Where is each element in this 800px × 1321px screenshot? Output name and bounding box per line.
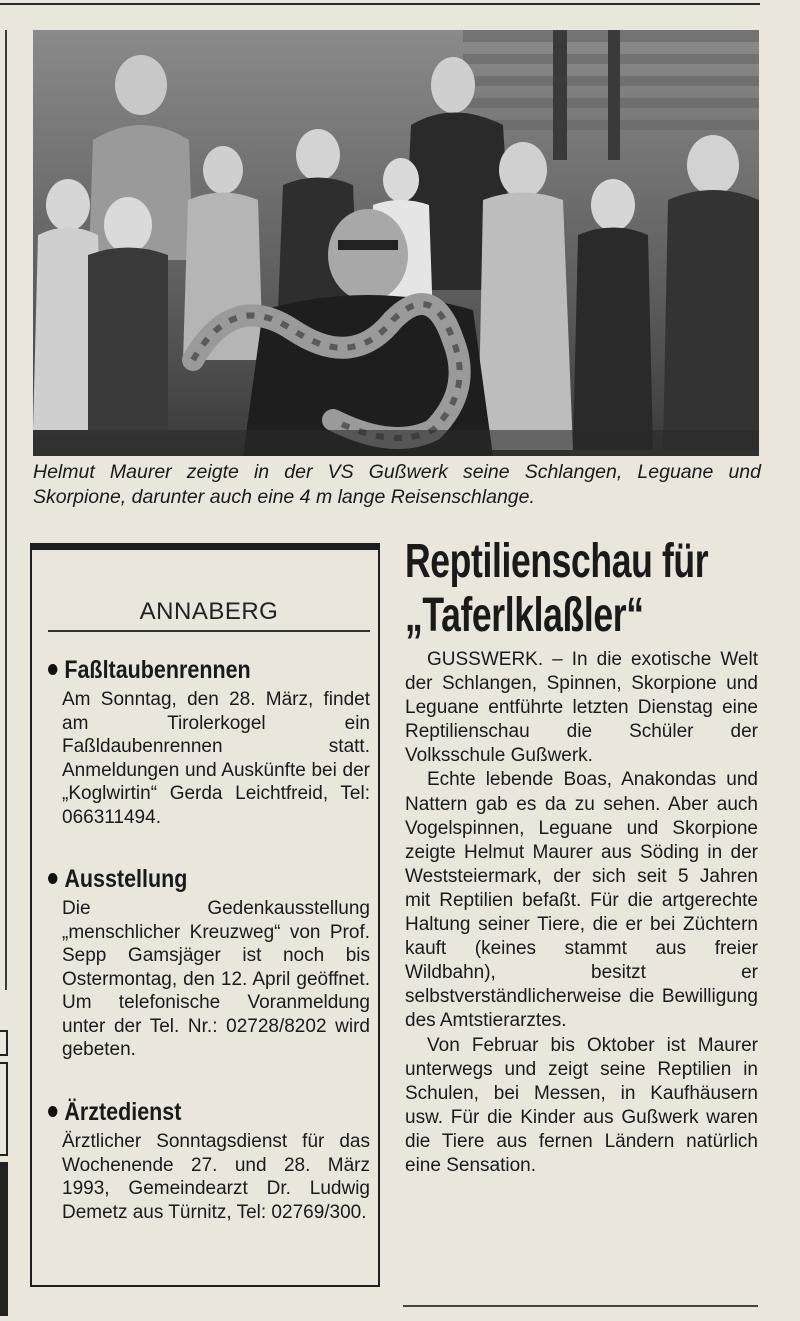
article-paragraph: Von Februar bis Oktober ist Maurer unterwegs und zeigt seine Reptilien in Schulen, bei Messen, in Kaufhäusern usw. Für die Kinder aus Gußwerk waren die Tiere aus fernen Ländern natürlich eine Sensation.: [405, 1034, 758, 1176]
headline-line-1: Reptilienschau für: [405, 535, 709, 588]
section-heading-text: Ausstellung: [64, 865, 188, 893]
news-photo: [33, 30, 759, 456]
section-fassltaubenrennen: [48, 656, 370, 829]
left-fragment-1: [0, 1030, 8, 1056]
article-paragraph: GUSSWERK. – In die exotische Welt der Schlangen, Spinnen, Skorpione und Leguane entführte letzten Dienstag eine Reptilienschau die Schüler der Volksschule Gußwerk.: [405, 649, 758, 767]
left-fragment-2: [0, 1062, 8, 1156]
article-headline: [405, 535, 709, 643]
box-title: ANNABERG: [139, 598, 279, 625]
headline-line-2: „Taferlklaßler“: [405, 589, 644, 642]
bullet-icon: [48, 1106, 57, 1117]
article-body: [405, 648, 758, 1178]
photo-image: [33, 30, 759, 456]
section-heading: [48, 865, 325, 894]
annaberg-box: [30, 543, 380, 1287]
article-paragraph: Echte lebende Boas, Anakondas und Nattern gab es da zu sehen. Aber auch Vogelspinnen, Leguane und Skorpione zeigte Helmut Maurer aus Söding in der Weststeiermark, der sich seit 5 Jahren mit Reptilien befaßt. Für die artgerechte Haltung seiner Tiere, die er bei Züchtern kauft (keines stammt aus freier Wildbahn), besitzt er selbstverständlicherweise die Bewilligung des Amtstierarztes.: [405, 769, 758, 1032]
section-heading-text: Ärztedienst: [64, 1098, 182, 1126]
section-heading: [48, 1098, 325, 1127]
bullet-icon: [48, 873, 57, 884]
section-ausstellung: [48, 865, 370, 1062]
box-title-rule: [48, 630, 370, 632]
top-rule: [0, 3, 760, 5]
section-aerztedienst: [48, 1098, 370, 1224]
article-bottom-rule: [403, 1305, 758, 1307]
bullet-icon: [48, 664, 57, 675]
section-text: Am Sonntag, den 28. März, findet am Tirolerkogel ein Faßldaubenrennen statt. Anmeldungen und Auskünfte bei der „Koglwirtin“ Gerda Leichtfreid, Tel: 066311494.: [62, 689, 370, 828]
photo-caption: Helmut Maurer zeigte in der VS Gußwerk seine Schlangen, Leguane und Skorpione, darunter auch eine 4 m lange Reisenschlange.: [33, 461, 761, 508]
section-heading-text: Faßltaubenrennen: [64, 656, 251, 684]
left-column-rule: [5, 30, 7, 990]
section-heading: [48, 656, 325, 685]
left-fragment-3: [0, 1162, 8, 1316]
section-text: Ärztlicher Sonntagsdienst für das Wochenende 27. und 28. März 1993, Gemeindearzt Dr. Ludwig Demetz aus Türnitz, Tel: 02769/300.: [62, 1131, 370, 1223]
section-text: Die Gedenkausstellung „menschlicher Kreuzweg“ von Prof. Sepp Gamsjäger ist noch bis Ostermontag, den 12. April geöffnet. Um telefonische Voranmeldung unter der Tel. Nr.: 02728/8202 wird gebeten.: [62, 898, 370, 1060]
